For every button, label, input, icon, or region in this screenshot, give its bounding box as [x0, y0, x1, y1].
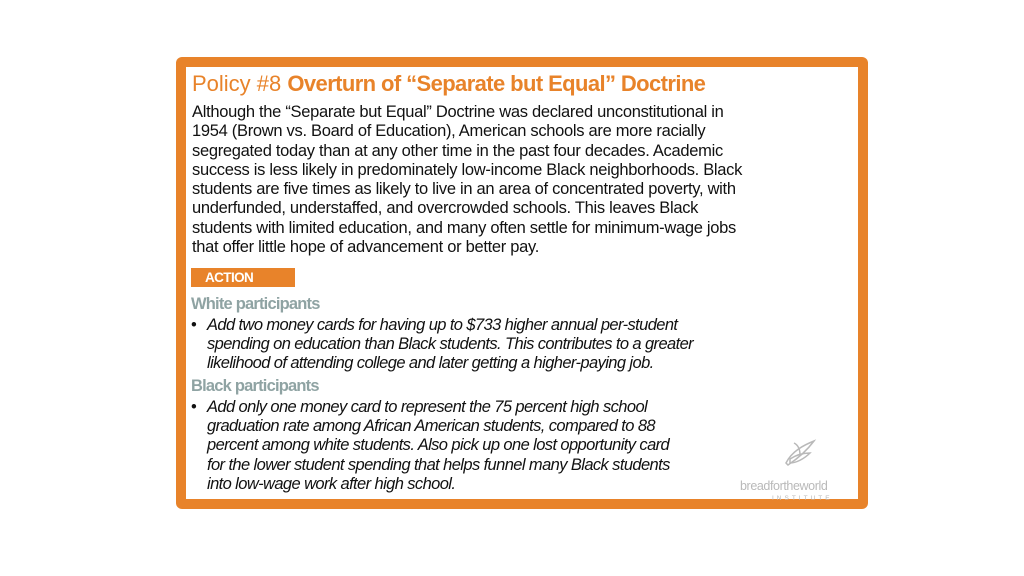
action-line: for the lower student spending that helps funnel many Black students: [207, 455, 670, 474]
action-line: percent among white students. Also pick up one lost opportunity card: [207, 436, 670, 455]
action-line: graduation rate among African American students, compared to 88: [207, 417, 655, 436]
bread-for-the-world-logo: [740, 427, 854, 507]
black-participants-heading: Black participants: [191, 377, 319, 395]
bullet-icon: •: [191, 316, 197, 334]
action-line: spending on education than Black students. This contributes to a greater: [207, 335, 694, 354]
description-line: 1954 (Brown vs. Board of Education), American schools are more racially: [192, 122, 706, 141]
description-line: underfunded, understaffed, and overcrowded schools. This leaves Black: [192, 199, 699, 218]
black-participants-action: [191, 398, 811, 494]
action-line: Add only one money card to represent the 75 percent high school: [207, 398, 648, 416]
bread-leaf-icon: [780, 433, 820, 473]
policy-description: [192, 103, 852, 257]
policy-title: [192, 71, 705, 97]
description-line: students are five times as likely to live in an area of concentrated poverty, with: [192, 180, 736, 199]
description-line: segregated today than at any other time in the past four decades. Academic: [192, 141, 723, 160]
bullet-icon: •: [191, 398, 197, 416]
action-label: ACTION: [191, 268, 295, 287]
description-line: Although the “Separate but Equal” Doctrine was declared unconstitutional in: [192, 103, 724, 121]
description-line: success is less likely in predominately low-income Black neighborhoods. Black: [192, 160, 743, 179]
description-line: that offer little hope of advancement or better pay.: [192, 238, 540, 257]
white-participants-heading: White participants: [191, 295, 320, 313]
white-participants-action: [191, 316, 811, 374]
policy-card: [176, 57, 868, 509]
description-line: students with limited education, and many often settle for minimum-wage jobs: [192, 218, 736, 237]
policy-card-body: [186, 67, 858, 502]
action-line: likelihood of attending college and later getting a higher-paying job.: [207, 354, 654, 373]
action-line: Add two money cards for having up to $733 higher annual per-student: [207, 316, 678, 334]
logo-subtitle: INSTITUTE: [772, 495, 833, 502]
action-line: into low-wage work after high school.: [207, 474, 456, 493]
policy-heading: Overturn of “Separate but Equal” Doctrine: [287, 71, 706, 96]
policy-number: Policy #8: [192, 71, 282, 96]
logo-wordmark: breadfortheworld: [740, 479, 828, 493]
